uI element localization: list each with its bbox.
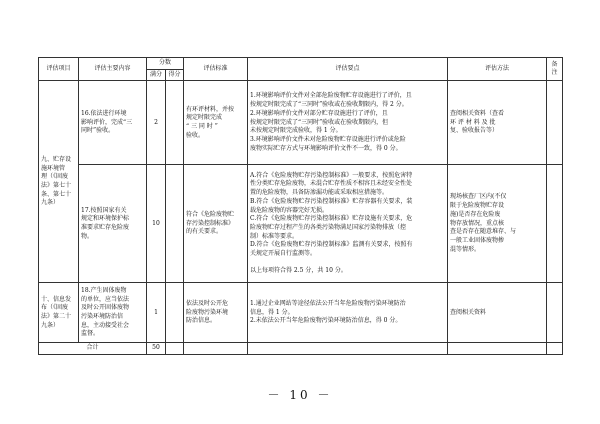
row-method: 查阅相关资料 (448, 283, 547, 343)
row-method: 现场核查厂区内(不仅 限于危险废物贮存设 施)是否存在危险废 物存放情况，重点核 查是否存在随意堆存、与 一般工业固体废物掺 混等情形。 (448, 165, 547, 283)
total-standard (184, 343, 248, 355)
row-points: A.符合《危险废物贮存污染控制标准》一般要求，按照危害特 性分类贮存危险废物，未混合贮存性质不相容且未经安全性处 置的危险废物，具备防渗漏功能或采取相应措施等。 B.符合《危险废物贮存污染控制标准》贮存容器有关要求，装 载危险废物的容器完好无损。 C.符合《危险废物贮存污染控制标准》贮存设施有关要求，危 险废物贮存过程产生的各类污染物满足国家污染物排放（控 制）标准等要求。 D.符合《危险废物贮存污染控制标准》监测有关要求，按照有 关规定开展自行监测等。 以上每项符合得 2.5 分，共 10 分。 (248, 165, 448, 283)
row-got-score (166, 81, 184, 165)
row-standard: 有环评材料，并按 规定时限完成 “ 三 同 时 ” 验收。 (184, 81, 248, 165)
header-content: 评估主要内容 (79, 58, 147, 81)
row-full-score: 2 (147, 81, 166, 165)
row-got-score (166, 283, 184, 343)
header-full-score: 满分 (147, 69, 166, 81)
total-points (248, 343, 448, 355)
table-row (39, 165, 563, 283)
row-full-score: 10 (147, 165, 166, 283)
header-score: 分数 (147, 58, 184, 70)
header-standard: 评估标准 (184, 58, 248, 81)
row-standard: 符合《危险废物贮 存污染控制标准》 的有关要求。 (184, 165, 248, 283)
table-row (39, 283, 563, 343)
header-note: 备 注 (547, 58, 563, 81)
row-content: 17.按照国家有关 规定和环境保护标 准要求贮存危险废 物。 (79, 165, 147, 283)
row-content: 18.产生固体废物 的单位，应当依法 及时公开固体废物 污染环境防治信 息，主动接受社会 监督。 (79, 283, 147, 343)
row-full-score: 1 (147, 283, 166, 343)
row-note (547, 81, 563, 165)
header-got-score: 得分 (166, 69, 184, 81)
total-row (39, 343, 563, 355)
row-note (547, 283, 563, 343)
page-number: － 10 － (267, 388, 333, 402)
row-note (547, 165, 563, 283)
row-got-score (166, 165, 184, 283)
header-item: 评估项目 (39, 58, 79, 81)
row-item-info: 十、信息发 布（《固废 法》第二十 九条） (39, 283, 79, 343)
total-note (547, 343, 563, 355)
header-points: 评估要点 (248, 58, 448, 81)
total-full-score: 50 (147, 343, 166, 355)
total-method (448, 343, 547, 355)
row-method: 查阅相关资料（查看 环 评 材 料 及 批 复、验收报告等） (448, 81, 547, 165)
total-got-score (166, 343, 184, 355)
row-content: 16.依法进行环境 影响评价，完成“三 同时”验收。 (79, 81, 147, 165)
row-points: 1.环境影响评价文件对全部危险废物贮存设施进行了评价，且 按规定时限完成了“三同时”验收或在验收期限内，得 2 分。 2.环境影响评价文件对部分贮存设施进行了评价，且 按规定时限完成了“三同时”验收或在验收期限内，但 未按规定时限完成验收，得 1 分。 3.环境影响评价文件未对危险废物贮存设施进行评价或危险 废物实际贮存方式与环境影响评价文件不一致，得 0 分。 (248, 81, 448, 165)
header-method: 评估方法 (448, 58, 547, 81)
row-item-storage: 九、贮存设 施环境管 理（《固废 法》第七十 条、第七十 九条） (39, 81, 79, 283)
total-label: 合计 (39, 343, 147, 355)
table-row (39, 81, 563, 165)
row-points: 1.通过企业网站等途径依法公开当年危险废物污染环境防治 信息，得 1 分。 2.未依法公开当年危险废物污染环境防治信息，得 0 分。 (248, 283, 448, 343)
evaluation-table (38, 57, 563, 355)
row-standard: 依法及时公开危 险废物污染环境 防治信息。 (184, 283, 248, 343)
